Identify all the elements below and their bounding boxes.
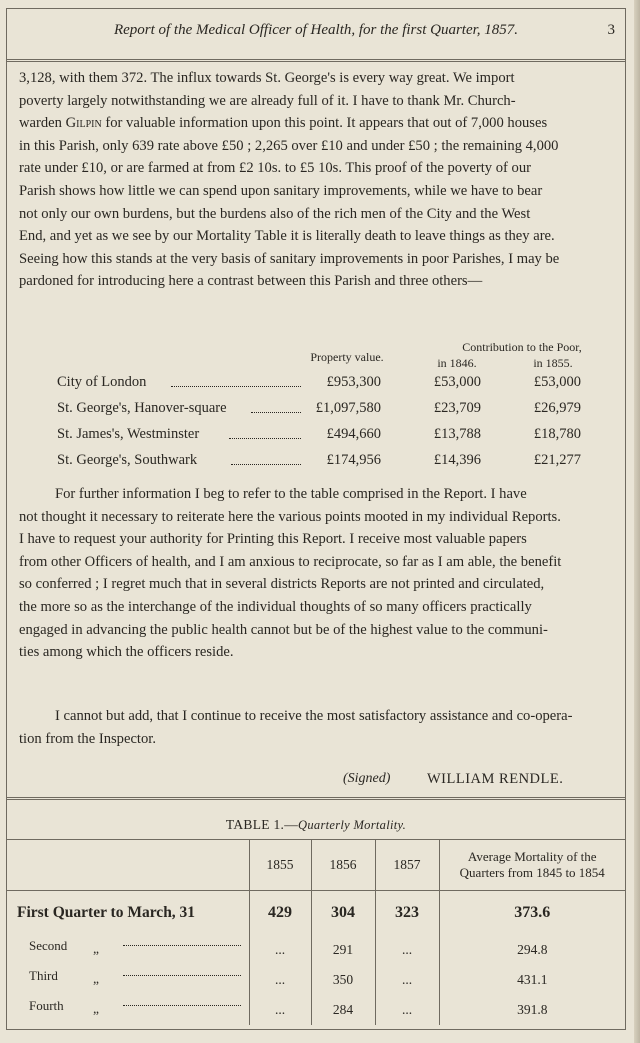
parish-contrast-table [7,340,627,474]
text-line: the more so as the interchange of the individual thoughts of so many officers practically [19,598,532,615]
cell-average: 431.1 [439,965,625,995]
header-1855: in 1855. [533,356,573,370]
person-name: Gilpin [65,115,102,132]
text-line: poverty largely notwithstanding we are already full of it. I have to thank Mr. Church- [19,92,516,109]
leader-dots [123,975,241,976]
page-number: 3 [607,22,615,38]
leader-dots [123,1005,241,1006]
section-divider [7,797,625,800]
contribution-1846: £14,396 [433,452,481,468]
text-line: I have to request your authority for Printing this Report. I receive most valuable papers [19,531,527,548]
contribution-1846: £53,000 [433,374,481,390]
paragraph-inspector [19,705,617,750]
quarter-label: Second [29,938,68,953]
ditto-mark: „ [93,1001,99,1016]
leader-dots [229,426,301,439]
contrast-row [7,426,627,450]
quarter-cell [7,965,249,995]
cell-1857: 323 [375,891,439,936]
quarterly-mortality-table [7,839,625,1025]
running-title: Report of the Medical Officer of Health, for the first Quarter, 1857. [113,22,519,38]
parish-name: City of London [57,374,147,390]
property-value: £953,300 [326,374,381,390]
cell-1856: 284 [311,995,375,1025]
table-title [7,817,625,833]
contrast-row [7,400,627,424]
contribution-1846: £23,709 [433,400,481,416]
contribution-1855: £53,000 [533,374,581,390]
cell-1856: 304 [311,891,375,936]
cell-1856: 350 [311,965,375,995]
table-row [7,995,625,1025]
leader-dots [123,945,241,946]
text-line: pardoned for introducing here a contrast between this Parish and three others— [19,273,483,290]
text-line: rate under £10, or are farmed at from £2 10s. to £5 10s. This proof of the poverty of our [19,160,531,177]
text-line: from other Officers of health, and I am anxious to reciprocate, so far as I am able, the benefit [19,553,562,570]
parish-name: St. George's, Hanover-square [57,400,227,416]
table-row [7,891,625,936]
quarter-label: Third [29,968,58,983]
text-line: For further information I beg to refer to the table comprised in the Report. I have [55,486,527,502]
leader-dots [251,400,301,413]
text-line: 3,128, with them 372. The influx towards St. George's is every way great. We import [19,70,515,86]
page [6,8,626,1030]
table-subtitle: Quarterly Mortality. [298,818,407,832]
cell-average: 391.8 [439,995,625,1025]
contrast-row [7,452,627,476]
quarter-label: First Quarter to March, 31 [17,904,196,921]
paragraph-influx [19,67,617,293]
column-header: 1857 [375,840,439,891]
text-line: Parish shows how little we can spend upon sanitary improvements, while we have to bear [19,182,543,199]
cell-average: 294.8 [439,935,625,965]
parish-name: St. James's, Westminster [57,426,200,442]
header-quarter [7,840,249,891]
table-row [7,965,625,995]
header-property-value: Property value. [310,350,384,364]
cell-1857: ... [375,995,439,1025]
header-line: Quarters from 1845 to 1854 [459,865,605,880]
leader-dots [171,374,301,387]
text-fragment: for valuable information upon this point. It appears that out of 7,000 houses [101,115,548,132]
contribution-1855: £26,979 [533,400,581,416]
text-line: tion from the Inspector. [19,730,156,747]
column-header-average [439,840,625,891]
contrast-row [7,374,627,398]
page-header [7,9,625,62]
signed-label: (Signed) [343,771,391,786]
column-header: 1855 [249,840,311,891]
ditto-mark: „ [93,971,99,986]
cell-1856: 291 [311,935,375,965]
contribution-1855: £21,277 [533,452,581,468]
column-header: 1856 [311,840,375,891]
table-header-row [7,840,625,891]
property-value: £494,660 [326,426,381,442]
text-line: ties among which the officers reside. [19,644,234,661]
cell-1857: ... [375,935,439,965]
cell-1855: ... [249,935,311,965]
text-line [19,112,617,135]
text-line: so conferred ; I regret much that in several districts Reports are not printed and circulated, [19,576,545,593]
text-line: not only our own burdens, but the burdens also of the rich men of the City and the West [19,205,531,222]
table-number: TABLE 1.— [225,817,299,832]
contribution-1855: £18,780 [533,426,581,442]
cell-average: 373.6 [439,891,625,936]
cell-1855: ... [249,965,311,995]
cell-1855: ... [249,995,311,1025]
header-1846: in 1846. [437,356,477,370]
header-line: Average Mortality of the [467,849,597,864]
text-line: I cannot but add, that I continue to receive the most satisfactory assistance and co-opera- [55,708,573,724]
text-line: engaged in advancing the public health cannot but be of the highest value to the communi- [19,621,548,638]
text-fragment: warden [19,115,66,132]
quarter-cell [7,995,249,1025]
quarter-cell [7,935,249,965]
text-line: End, and yet as we see by our Mortality Table it is literally death to leave things as they are. [19,228,555,245]
text-line: in this Parish, only 639 rate above £50 ; 2,265 over £10 and under £50 ; the remaining 4,000 [19,137,559,154]
page-edge-shadow [634,0,640,1043]
parish-name: St. George's, Southwark [57,452,198,468]
leader-dots [231,452,301,465]
contribution-1846: £13,788 [433,426,481,442]
signatory-name: WILLIAM RENDLE. [427,771,564,787]
table-row [7,935,625,965]
header-contribution: Contribution to the Poor, [462,340,582,354]
text-line: Seeing how this stands at the very basis of sanitary improvements in poor Parishes, I may be [19,250,560,267]
property-value: £174,956 [326,452,381,468]
cell-1855: 429 [249,891,311,936]
paragraph-further-information [19,483,617,664]
property-value: £1,097,580 [315,400,381,416]
text-line: not thought it necessary to reiterate here the various points mooted in my individual Reports. [19,508,561,525]
ditto-mark: „ [93,941,99,956]
cell-1857: ... [375,965,439,995]
quarter-label: Fourth [29,998,64,1013]
